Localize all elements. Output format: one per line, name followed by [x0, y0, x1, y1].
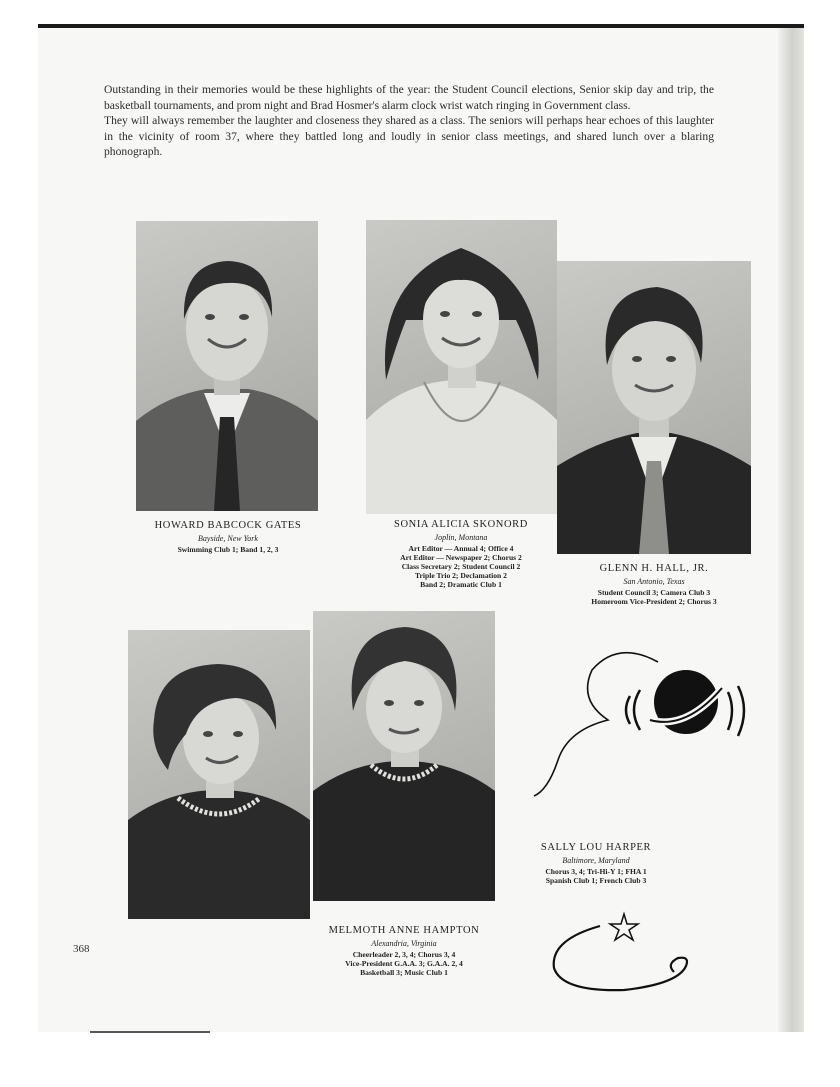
caption-sonia — [356, 519, 566, 589]
activity-line: Chorus 3, 4; Tri-Hi-Y 1; FHA 1 — [545, 867, 647, 876]
activity-line: Swimming Club 1; Band 1, 2, 3 — [177, 545, 279, 554]
senior-name: GLENN H. HALL, JR. — [599, 563, 709, 574]
senior-hometown: Bayside, New York — [198, 534, 258, 543]
portrait-sonia-skonord — [366, 220, 557, 514]
caption-howard — [118, 520, 338, 554]
activity-line: Art Editor — Annual 4; Office 4 — [408, 544, 514, 553]
activity-line: Art Editor — Newspaper 2; Chorus 2 — [400, 553, 522, 562]
page-number: 368 — [73, 943, 90, 955]
senior-activities — [118, 545, 338, 554]
activity-line: Cheerleader 2, 3, 4; Chorus 3, 4 — [352, 950, 456, 959]
activity-line: Triple Trio 2; Declamation 2 — [415, 571, 507, 580]
bottom-rule — [90, 1031, 210, 1033]
caption-glenn — [547, 563, 761, 606]
activity-line: Vice-President G.A.A. 3; G.A.A. 2, 4 — [345, 959, 463, 968]
intro-paragraph-2: They will always remember the laughter and closeness they shared as a class. The seniors will perhaps hear echoes of this laughter in the vicinity of room 37, where they battled long and loudly in senior class meetings, and shared lunch over a blaring phonograph. — [104, 114, 714, 158]
portrait-glenn-hall — [557, 261, 751, 554]
activity-line: Band 2; Dramatic Club 1 — [420, 580, 502, 589]
senior-hometown: Baltimore, Maryland — [562, 856, 630, 865]
intro-text — [104, 82, 714, 160]
portrait-melmoth-hampton — [313, 611, 495, 901]
portrait-howard-gates — [136, 221, 318, 511]
senior-hometown: Joplin, Montana — [434, 533, 488, 542]
senior-activities — [508, 867, 684, 885]
activity-line: Class Secretary 2; Student Council 2 — [401, 562, 521, 571]
senior-hometown: San Antonio, Texas — [623, 577, 685, 586]
activity-line: Spanish Club 1; French Club 3 — [545, 876, 647, 885]
senior-name: SALLY LOU HARPER — [540, 842, 652, 853]
caption-sally — [508, 842, 684, 885]
senior-name: HOWARD BABCOCK GATES — [154, 520, 302, 531]
activity-line: Homeroom Vice-President 2; Chorus 3 — [591, 597, 717, 606]
intro-paragraph-1: Outstanding in their memories would be these highlights of the year: the Student Council elections, Senior skip day and trip, the basketball tournaments, and prom night and Brad Hosmer's alarm clock wrist watch ringing in Government class. — [104, 83, 714, 112]
page-edge-shadow — [778, 28, 804, 1032]
senior-name: MELMOTH ANNE HAMPTON — [328, 925, 480, 936]
activity-line: Student Council 3; Camera Club 3 — [597, 588, 711, 597]
senior-activities — [356, 544, 566, 589]
senior-activities — [296, 950, 512, 977]
portrait-sally-harper — [128, 630, 310, 919]
senior-activities — [547, 588, 761, 606]
activity-line: Basketball 3; Music Club 1 — [360, 968, 448, 977]
caption-melmoth — [296, 925, 512, 977]
senior-hometown: Alexandria, Virginia — [371, 939, 437, 948]
senior-name: SONIA ALICIA SKONORD — [394, 519, 528, 530]
star-swoosh-doodle-icon — [548, 910, 708, 1000]
planet-doodle-icon — [528, 640, 758, 800]
